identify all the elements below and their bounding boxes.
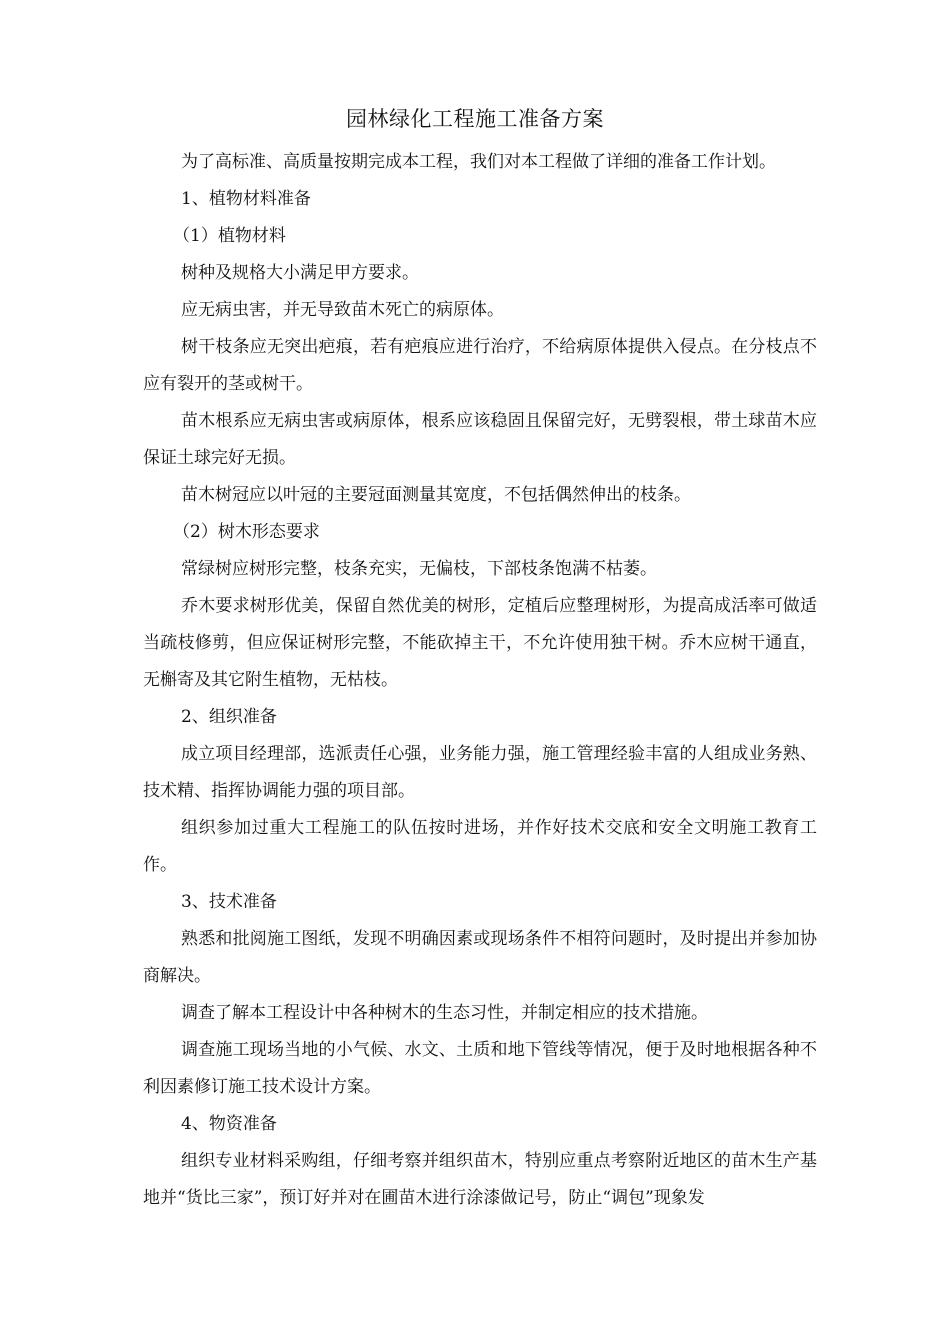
paragraph: 树种及规格大小满足甲方要求。	[181, 263, 419, 283]
paragraph: 常绿树应树形完整，枝条充实，无偏枝，下部枝条饱满不枯萎。	[181, 559, 657, 579]
paragraph: 熟悉和批阅施工图纸，发现不明确因素或现场条件不相符问题时，及时提出并参加协商解决。	[143, 929, 817, 986]
paragraph: 调查施工现场当地的小气候、水文、土质和地下管线等情况，便于及时地根据各种不利因素修订施工技术设计方案。	[143, 1040, 817, 1097]
section-heading-3: 3、技术准备	[181, 892, 277, 912]
subsection-heading-1-2: （2）树木形态要求	[173, 522, 320, 542]
paragraph: 应无病虫害，并无导致苗木死亡的病原体。	[181, 300, 504, 320]
document-title: 园林绿化工程施工准备方案	[346, 107, 604, 131]
document-body	[143, 144, 817, 1217]
subsection-heading-1-1: （1）植物材料	[173, 226, 286, 246]
paragraph: 苗木根系应无病虫害或病原体，根系应该稳固且保留完好，无劈裂根，带土球苗木应保证土球完好无损。	[143, 411, 817, 468]
section-heading-2: 2、组织准备	[181, 707, 277, 727]
paragraph-intro: 为了高标准、高质量按期完成本工程，我们对本工程做了详细的准备工作计划。	[181, 152, 776, 172]
section-heading-1: 1、植物材料准备	[181, 189, 311, 209]
paragraph: 调查了解本工程设计中各种树木的生态习性，并制定相应的技术措施。	[181, 1003, 708, 1023]
paragraph: 树干枝条应无突出疤痕，若有疤痕应进行治疗，不给病原体提供入侵点。在分枝点不应有裂开的茎或树干。	[143, 337, 817, 394]
section-heading-4: 4、物资准备	[181, 1114, 277, 1134]
paragraph: 组织专业材料采购组，仔细考察并组织苗木，特别应重点考察附近地区的苗木生产基地并“货比三家”，预订好并对在圃苗木进行涂漆做记号，防止“调包”现象发	[143, 1151, 817, 1208]
paragraph: 组织参加过重大工程施工的队伍按时进场，并作好技术交底和安全文明施工教育工作。	[143, 818, 817, 875]
paragraph: 苗木树冠应以叶冠的主要冠面测量其宽度，不包括偶然伸出的枝条。	[181, 485, 691, 505]
paragraph: 乔木要求树形优美，保留自然优美的树形，定植后应整理树形，为提高成活率可做适当疏枝修剪，但应保证树形完整，不能砍掉主干，不允许使用独干树。乔木应树干通直，无槲寄及其它附生植物，无枯枝。	[143, 596, 817, 690]
paragraph: 成立项目经理部，选派责任心强，业务能力强，施工管理经验丰富的人组成业务熟、技术精、指挥协调能力强的项目部。	[143, 744, 817, 801]
